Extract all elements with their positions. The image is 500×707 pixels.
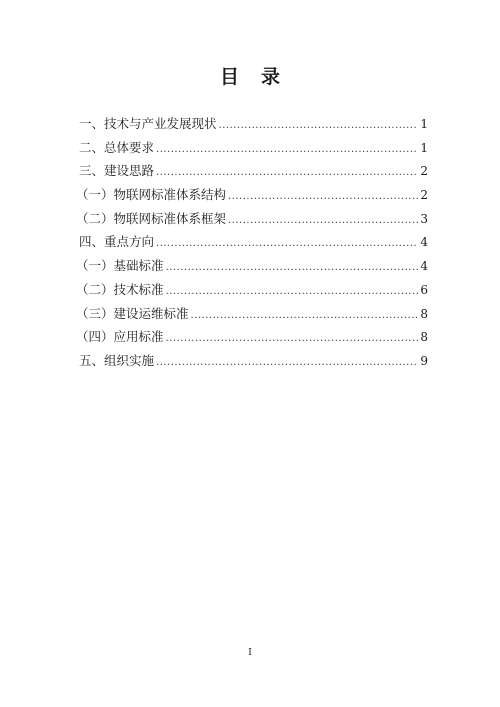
- toc-entry[interactable]: [76, 325, 428, 349]
- toc-entry-label: 三、建设思路: [79, 163, 155, 179]
- toc-entry[interactable]: [79, 159, 428, 183]
- toc-entry-label: （二）物联网标准体系框架: [76, 210, 227, 226]
- toc-dot-leader: [156, 161, 418, 185]
- toc-entry[interactable]: [79, 230, 428, 254]
- toc-entry-page: 2: [420, 188, 428, 203]
- toc-entry[interactable]: [76, 302, 428, 326]
- page-title: [0, 62, 500, 89]
- toc-dot-leader: [191, 304, 419, 328]
- toc-entry-label: 一、技术与产业发展现状: [79, 116, 217, 131]
- toc-entry-page: 4: [420, 235, 428, 250]
- toc-entry-label: 四、重点方向: [79, 234, 155, 250]
- toc-entry[interactable]: [76, 207, 428, 231]
- toc-entry-label: 二、总体要求: [79, 139, 155, 155]
- toc-entry-page: 2: [420, 164, 428, 179]
- toc-dot-leader: [166, 280, 419, 304]
- toc-dot-leader: [219, 114, 419, 138]
- title-char-1: 目: [219, 66, 239, 88]
- toc-entry-label: 五、组织实施: [79, 352, 155, 368]
- toc-dot-leader: [156, 351, 418, 375]
- title-char-2: 录: [261, 66, 281, 88]
- toc-entry[interactable]: [79, 112, 428, 136]
- toc-entry-page: 8: [420, 306, 428, 321]
- toc-entry-page: 9: [420, 353, 428, 368]
- toc-dot-leader: [156, 232, 418, 256]
- toc-entry-label: （一）物联网标准体系结构: [76, 187, 227, 203]
- toc-entry[interactable]: [79, 349, 428, 373]
- toc-entry[interactable]: [76, 254, 428, 278]
- toc-entry-page: 1: [420, 117, 428, 131]
- toc-dot-leader: [166, 256, 419, 280]
- toc-entry-page: 6: [420, 282, 428, 297]
- page-number-footer: I: [248, 648, 252, 658]
- toc-entry-page: 8: [420, 330, 428, 345]
- toc-entry-page: 3: [420, 211, 428, 226]
- toc-dot-leader: [156, 138, 418, 162]
- toc-entry-page: 1: [420, 140, 428, 155]
- toc-dot-leader: [166, 327, 419, 351]
- toc-entry[interactable]: [76, 278, 428, 302]
- toc-entry[interactable]: [79, 136, 428, 160]
- toc-entry-label: （三）建设运维标准: [76, 305, 189, 321]
- toc-entry-label: （一）基础标准: [76, 258, 164, 274]
- table-of-contents: [76, 112, 428, 373]
- toc-dot-leader: [228, 185, 418, 209]
- toc-entry-label: （四）应用标准: [76, 329, 164, 345]
- toc-entry[interactable]: [76, 183, 428, 207]
- toc-entry-label: （二）技术标准: [76, 281, 164, 297]
- toc-entry-page: 4: [420, 259, 428, 274]
- toc-dot-leader: [228, 209, 418, 233]
